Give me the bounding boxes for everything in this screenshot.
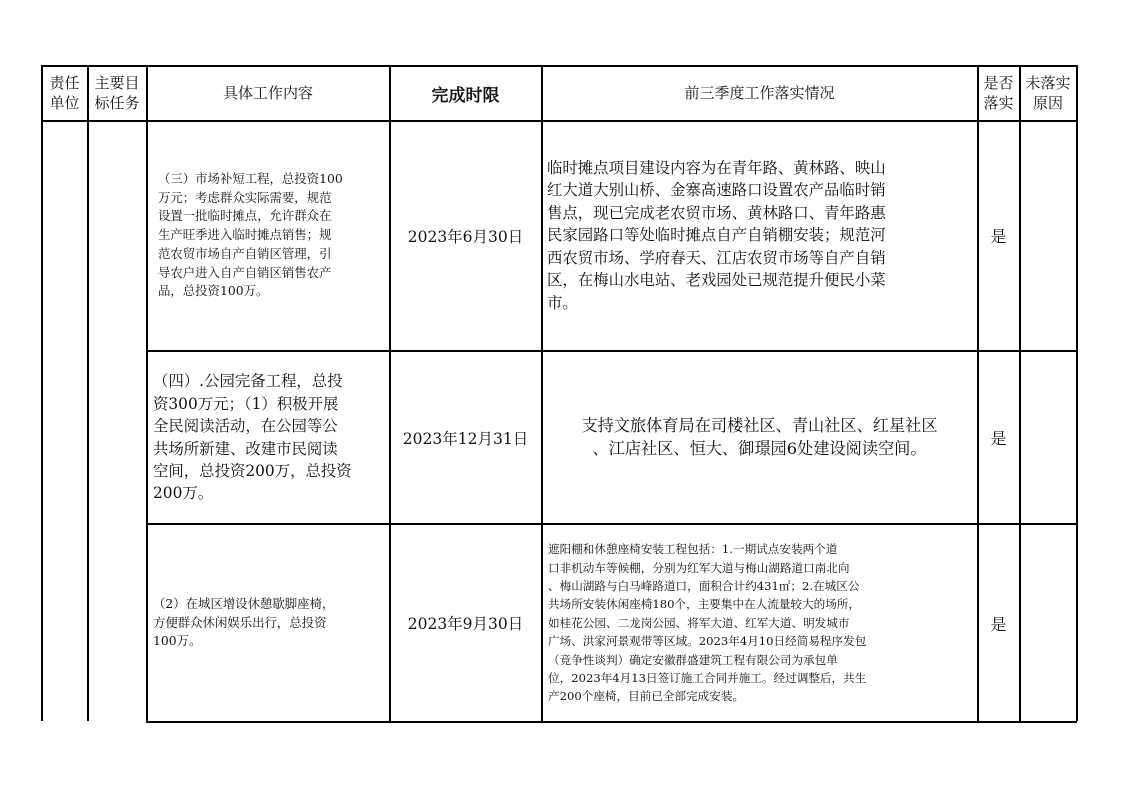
row-content: （2）在城区增设休憩歇脚座椅， 方便群众休闲娱乐出行，总投资 100万。	[153, 595, 335, 649]
grid-line	[41, 65, 43, 721]
row-progress: 临时摊点项目建设内容为在青年路、黄林路、映山 红大道大别山桥、金寨高速路口设置农产品临时销 售点，现已完成老农贸市场、黄林路口、青年路惠 民家园路口等处临时摊点自产自销棚安装；规范河 西农贸市场、学府春天、江店农贸市场等自产自销 区，在梅山水电站、老戏园处已规范提升便民小菜 市。	[547, 159, 886, 312]
grid-line	[87, 65, 89, 721]
row-done: 是	[990, 614, 1007, 634]
header-unit: 责任 单位	[49, 74, 80, 112]
grid-line	[1076, 65, 1078, 721]
row-reason	[1020, 121, 1076, 350]
row-content: （三）市场补短工程，总投资100 万元；考虑群众实际需要，规范 设置一批临时摊点，允许群众在 生产旺季进入临时摊点销售；规 范农贸市场自产自销区管理，引 导农户进入自产自销区销售农产 品，总投资100万。	[158, 171, 343, 299]
row-done: 是	[990, 429, 1007, 448]
grid-line	[146, 721, 1077, 723]
row-progress: 支持文旅体育局在司楼社区、青山社区、红星社区 、江店社区、恒大、御璟园6处建设阅读空间。	[581, 416, 938, 458]
header-progress: 前三季度工作落实情况	[684, 84, 835, 102]
header-task: 主要目 标任务	[94, 74, 140, 112]
row-deadline: 2023年9月30日	[407, 615, 524, 633]
row-reason	[1020, 525, 1076, 721]
header-done: 是否 落实	[983, 74, 1014, 112]
row-progress: 遮阳棚和休憩座椅安装工程包括：1.一期试点安装两个道 口非机动车等候棚，分别为红军大道与梅山湖路道口南北向 、梅山湖路与白马峰路道口，面积合计约431㎡；2.在城区公 共场所安装休闲座椅180个，主要集中在人流量较大的场所， 如桂花公园、二龙岗公园、将军大道、红军大道、明发城市 广场、洪家河景观带等区域。2023年4月10日经简易程序发包 （竞争性谈判）确定安徽群盛建筑工程有限公司为承包单 位，2023年4月13日签订施工合同并施工。经过调整后，共生 产200个座椅，目前已全部完成安装。	[548, 542, 867, 704]
row-deadline: 2023年12月31日	[402, 429, 529, 448]
header-reason: 未落实 原因	[1025, 74, 1071, 112]
row-done: 是	[990, 227, 1007, 246]
row-deadline: 2023年6月30日	[407, 227, 524, 246]
row-content: （四）.公园完备工程，总投 资300万元；（1）积极开展 全民阅读活动，在公园等公 共场所新建、改建市民阅读 空间，总投资200万，总投资 200万。	[153, 372, 352, 503]
header-deadline: 完成时限	[431, 85, 500, 106]
row-reason	[1020, 352, 1076, 523]
header-content: 具体工作内容	[222, 84, 313, 102]
